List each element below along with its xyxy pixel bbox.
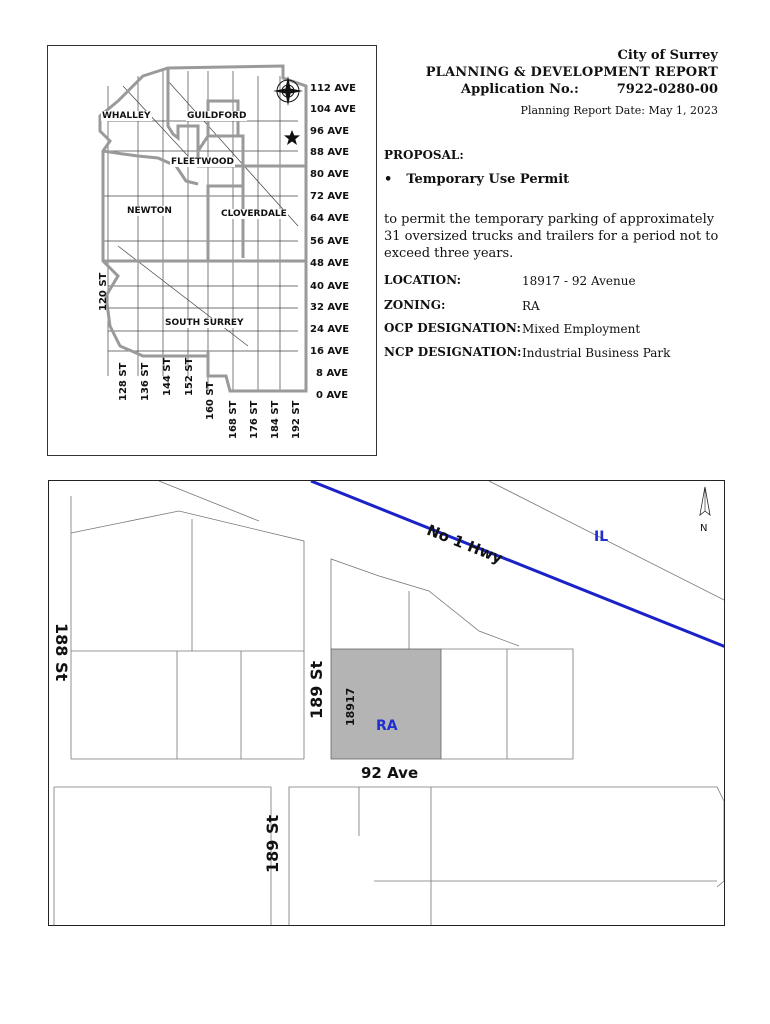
street-label: 152 ST	[184, 357, 195, 396]
avenue-label: 96 AVE	[310, 126, 350, 137]
avenue-label: 80 AVE	[310, 169, 350, 180]
street-label: 160 ST	[205, 381, 216, 420]
proposal-label: PROPOSAL:	[384, 148, 464, 162]
street-188-label: 188 St	[52, 623, 71, 682]
north-arrow-icon	[700, 487, 710, 515]
avenue-label: 88 AVE	[310, 147, 350, 158]
street-189-south-label: 189 St	[263, 814, 282, 873]
avenue-label: 56 AVE	[310, 236, 350, 247]
zone-il-label: IL	[594, 529, 609, 545]
application-label: Application No.:	[461, 82, 579, 97]
street-189-north-label: 189 St	[307, 660, 326, 719]
city-name: City of Surrey	[617, 48, 718, 63]
zone-ra-label: RA	[376, 718, 398, 734]
street-label: 144 ST	[162, 357, 173, 396]
zoning-value: RA	[522, 299, 540, 313]
street-label: 120 ST	[98, 272, 109, 311]
avenue-label: 64 AVE	[310, 213, 350, 224]
proposal-item-text: Temporary Use Permit	[406, 172, 570, 187]
avenue-label: 24 AVE	[310, 324, 350, 335]
avenue-label: 32 AVE	[310, 302, 350, 313]
avenue-92-label: 92 Ave	[361, 764, 419, 782]
location-value: 18917 - 92 Avenue	[522, 274, 636, 288]
avenue-label: 104 AVE	[310, 104, 356, 115]
report-title: PLANNING & DEVELOPMENT REPORT	[425, 65, 718, 80]
site-map-drawing	[49, 481, 725, 926]
address-label: 18917	[344, 687, 357, 726]
star-icon	[284, 130, 300, 145]
north-label: N	[700, 523, 708, 534]
highway-label: No 1 Hwy	[424, 521, 506, 568]
avenue-label: 48 AVE	[310, 258, 350, 269]
proposal-item	[384, 172, 569, 187]
avenue-label: 112 AVE	[310, 83, 356, 94]
ocp-designation-value: Mixed Employment	[522, 322, 641, 336]
area-label: FLEETWOOD	[171, 157, 235, 167]
zoning-label: ZONING:	[384, 298, 446, 312]
avenue-label: 0 AVE	[316, 390, 349, 401]
ncp-designation-value: Industrial Business Park	[522, 346, 671, 360]
location-label: LOCATION:	[384, 273, 462, 287]
ocp-designation-label: OCP DESIGNATION:	[384, 321, 521, 335]
ncp-designation-label: NCP DESIGNATION:	[384, 345, 522, 359]
site-map	[48, 480, 725, 926]
avenue-label: 72 AVE	[310, 191, 350, 202]
area-label: NEWTON	[127, 206, 172, 216]
avenue-label: 40 AVE	[310, 281, 350, 292]
key-map	[47, 45, 377, 456]
street-label: 136 ST	[140, 362, 151, 401]
area-label: GUILDFORD	[187, 111, 247, 121]
compass-rose-icon	[273, 76, 303, 106]
proposal-description: to permit the temporary parking of approximately 31 oversized trucks and trailers for a period not to exceed three years.	[384, 212, 719, 261]
report-date: Planning Report Date: May 1, 2023	[520, 104, 718, 117]
highway-line	[311, 481, 725, 647]
street-label: 184 ST	[270, 400, 281, 439]
avenue-label: 8 AVE	[316, 368, 349, 379]
street-label: 192 ST	[291, 400, 302, 439]
street-label: 168 ST	[228, 400, 239, 439]
application-number: 7922-0280-00	[616, 82, 718, 97]
street-label: 176 ST	[249, 400, 260, 439]
street-label: 128 ST	[118, 362, 129, 401]
area-label: WHALLEY	[102, 111, 151, 121]
bullet: •	[384, 172, 393, 187]
avenue-label: 16 AVE	[310, 346, 350, 357]
area-label: CLOVERDALE	[221, 209, 287, 219]
application-line	[461, 82, 718, 97]
area-label: SOUTH SURREY	[165, 318, 244, 328]
